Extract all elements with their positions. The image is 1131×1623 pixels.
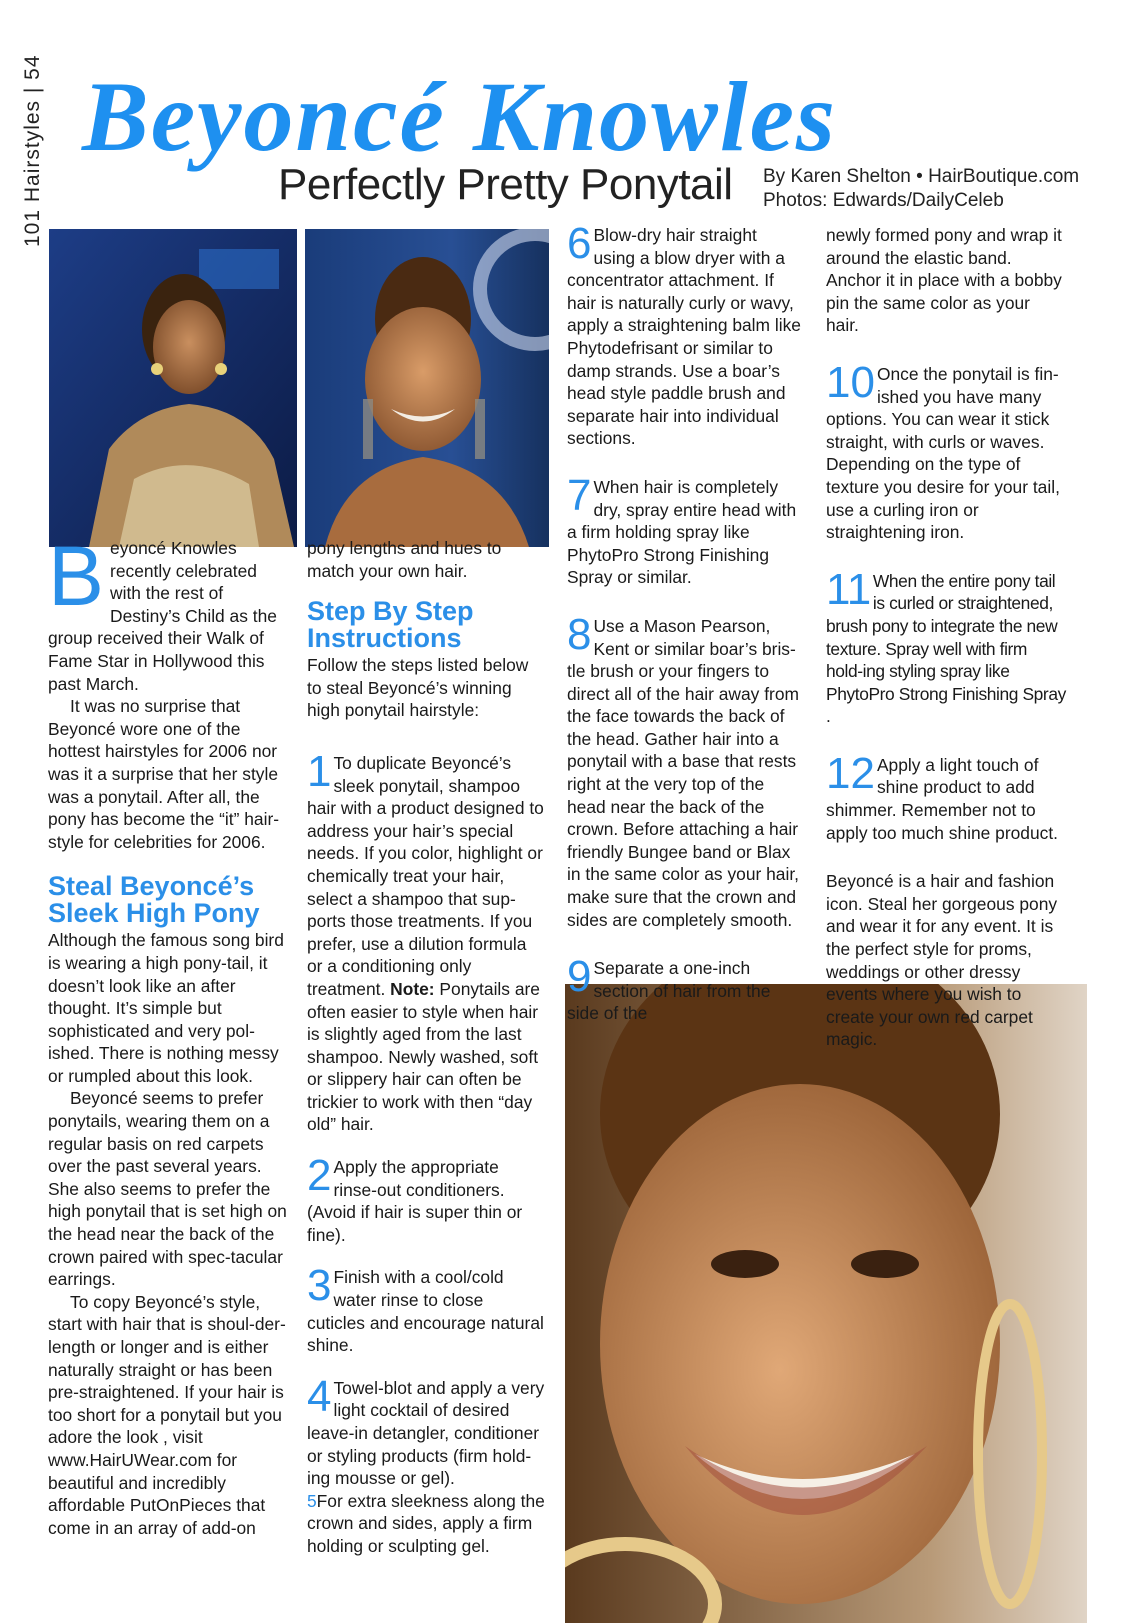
- step-6: [567, 219, 803, 450]
- step-4: [307, 1371, 545, 1490]
- note-label: Note:: [390, 978, 435, 999]
- step-text: Apply the appropriate rinse-out conditioners. (Avoid if hair is super thin or fine).: [307, 1157, 523, 1245]
- step-number: 1: [307, 746, 332, 796]
- byline-author: By Karen Shelton • HairBoutique.com: [763, 166, 1080, 187]
- step-1: [307, 746, 545, 1136]
- step-number: 3: [307, 1261, 332, 1311]
- step-text: Separate a one-inch section of hair from the side of the: [567, 958, 771, 1024]
- photo-beyonce-gown: [49, 229, 297, 547]
- step-number: 5: [307, 1490, 317, 1511]
- step-5: [307, 1490, 545, 1558]
- byline-photos: Photos: Edwards/DailyCeleb: [763, 190, 1004, 211]
- step-8: [567, 609, 803, 931]
- step-number: 10: [826, 357, 875, 407]
- paragraph: To copy Beyoncé’s style, start with hair that is shoul-der-length or longer and is either naturally straight or has been pre-straightened. If your hair is too short for a ponytail but you adore the look , visit www.HairUWear.com for beautiful and incredibly affordable PutOnPieces that come in an array of add-on: [48, 1291, 286, 1538]
- step-text: When hair is completely dry, spray entire head with a firm holding spray like PhytoPro Strong Finishing Spray or similar.: [567, 476, 797, 588]
- step-number: 9: [567, 952, 592, 1002]
- step-number: 6: [567, 219, 592, 268]
- step-text: Once the ponytail is fin-ished you have many options. You can wear it stick straight, with curls or waves. Depending on the type of texture you desire for your tail, use a curling iron or straightening iron.: [826, 363, 1060, 543]
- step-10: [826, 357, 1066, 544]
- photo-beyonce-closeup: [565, 984, 1087, 1623]
- paragraph: It was no surprise that Beyoncé wore one of the hottest hairstyles for 2006 nor was it a surprise that her style was a ponytail. After all, the pony has become the “it” hair-style for celebrities for 2006.: [48, 696, 280, 852]
- closing-paragraph: Beyoncé is a hair and fashion icon. Steal her gorgeous pony and wear it for any event. It is the perfect style for proms, weddings or other dressy events where you wish to create your own red carpet magic.: [826, 871, 1058, 1050]
- paragraph: Although the famous song bird is wearing a high pony-tail, it doesn’t look like an after thought. It’s simple but sophisticated and very pol-ished. There is nothing messy or rumpled about this look.: [48, 930, 284, 1086]
- step-2: [307, 1151, 545, 1246]
- step-number: 8: [567, 609, 592, 659]
- column-1: [48, 529, 288, 1539]
- column-4: [826, 224, 1066, 1051]
- step-text: To duplicate Beyoncé’s sleek ponytail, shampoo hair with a product designed to address your hair’s special needs. If you color, highlight or chemically treat your hair, select a shampoo that sup-ports those treatments. If you prefer, use a dilution formula or a conditioning only treatment.: [307, 752, 544, 999]
- step-text: Blow-dry hair straight using a blow dryer with a concentrator attachment. If hair is naturally curly or wavy, apply a straightening balm like Phytodefrisant or similar to damp strands. Use a boar’s head style paddle brush and separate hair into individual sections.: [567, 225, 801, 449]
- paragraph: newly formed pony and wrap it around the elastic band. Anchor it in place with a bobby pin the same color as your hair.: [826, 225, 1062, 336]
- step-9: [567, 952, 803, 1025]
- step-text: Apply a light touch of shine product to add shimmer. Remember not to apply too much shine product.: [826, 754, 1059, 843]
- step-number: 2: [307, 1151, 332, 1201]
- step-number: 12: [826, 748, 875, 798]
- intro-paragraph: eyoncé Knowles recently celebrated with the rest of Destiny’s Child as the group received their Walk of Fame Star in Hollywood this past March.: [48, 538, 277, 694]
- article-title: Beyoncé Knowles: [82, 61, 837, 172]
- step-number: 11: [826, 564, 871, 614]
- column-3: [567, 219, 803, 1025]
- paragraph: pony lengths and hues to match your own hair.: [307, 538, 502, 581]
- step-12: [826, 748, 1066, 844]
- section-heading: Steal Beyoncé’s Sleek High Pony: [48, 871, 260, 929]
- step-text: For extra sleekness along the crown and sides, apply a firm holding or sculpting gel.: [307, 1490, 545, 1556]
- step-text: When the entire pony tail is curled or straightened, brush pony to integrate the new texture. Spray well with firm hold-ing styling spray like PhytoPro Strong Finishing Spray .: [826, 570, 1066, 727]
- step-7: [567, 470, 803, 589]
- byline: [763, 165, 1079, 213]
- paragraph: Follow the steps listed below to steal Beyoncé’s winning high ponytail hairstyle:: [307, 655, 529, 721]
- step-text: Towel-blot and apply a very light cocktail of desired leave-in detangler, conditioner or styling products (firm hold-ing mousse or gel).: [307, 1377, 545, 1489]
- paragraph: Beyoncé seems to prefer ponytails, wearing them on a regular basis on red carpets over the past several years. She also seems to prefer the high ponytail that is set high on the head near the back of the crown paired with spec-tacular earrings.: [48, 1088, 287, 1290]
- drop-cap: B: [48, 529, 105, 623]
- note-text: Ponytails are often easier to style when hair is slightly aged from the last shampoo. Newly washed, soft or slippery hair can often be trickier to work with then “day old” hair.: [307, 978, 540, 1135]
- page-folio: 101 Hairstyles | 54: [21, 54, 44, 247]
- step-11: [826, 564, 1066, 728]
- step-number: 7: [567, 470, 592, 520]
- section-heading: Step By Step Instructions: [307, 596, 474, 654]
- photo-beyonce-ponytail-smile: [305, 229, 549, 547]
- step-text: Finish with a cool/cold water rinse to close cuticles and encourage natural shine.: [307, 1267, 544, 1356]
- step-number: 4: [307, 1371, 332, 1421]
- step-3: [307, 1261, 545, 1356]
- article-subtitle: Perfectly Pretty Ponytail: [278, 160, 733, 209]
- column-2: [307, 537, 545, 1558]
- step-text: Use a Mason Pearson, Kent or similar boar’s bris-tle brush or your fingers to direct all of the hair away from the face towards the back of the head. Gather hair into a ponytail with a base that rests right at the very top of the head near the back of the crown. Before attaching a hair friendly Bungee band or Blax in the same color as your hair, make sure that the crown and sides are completely smooth.: [567, 615, 799, 930]
